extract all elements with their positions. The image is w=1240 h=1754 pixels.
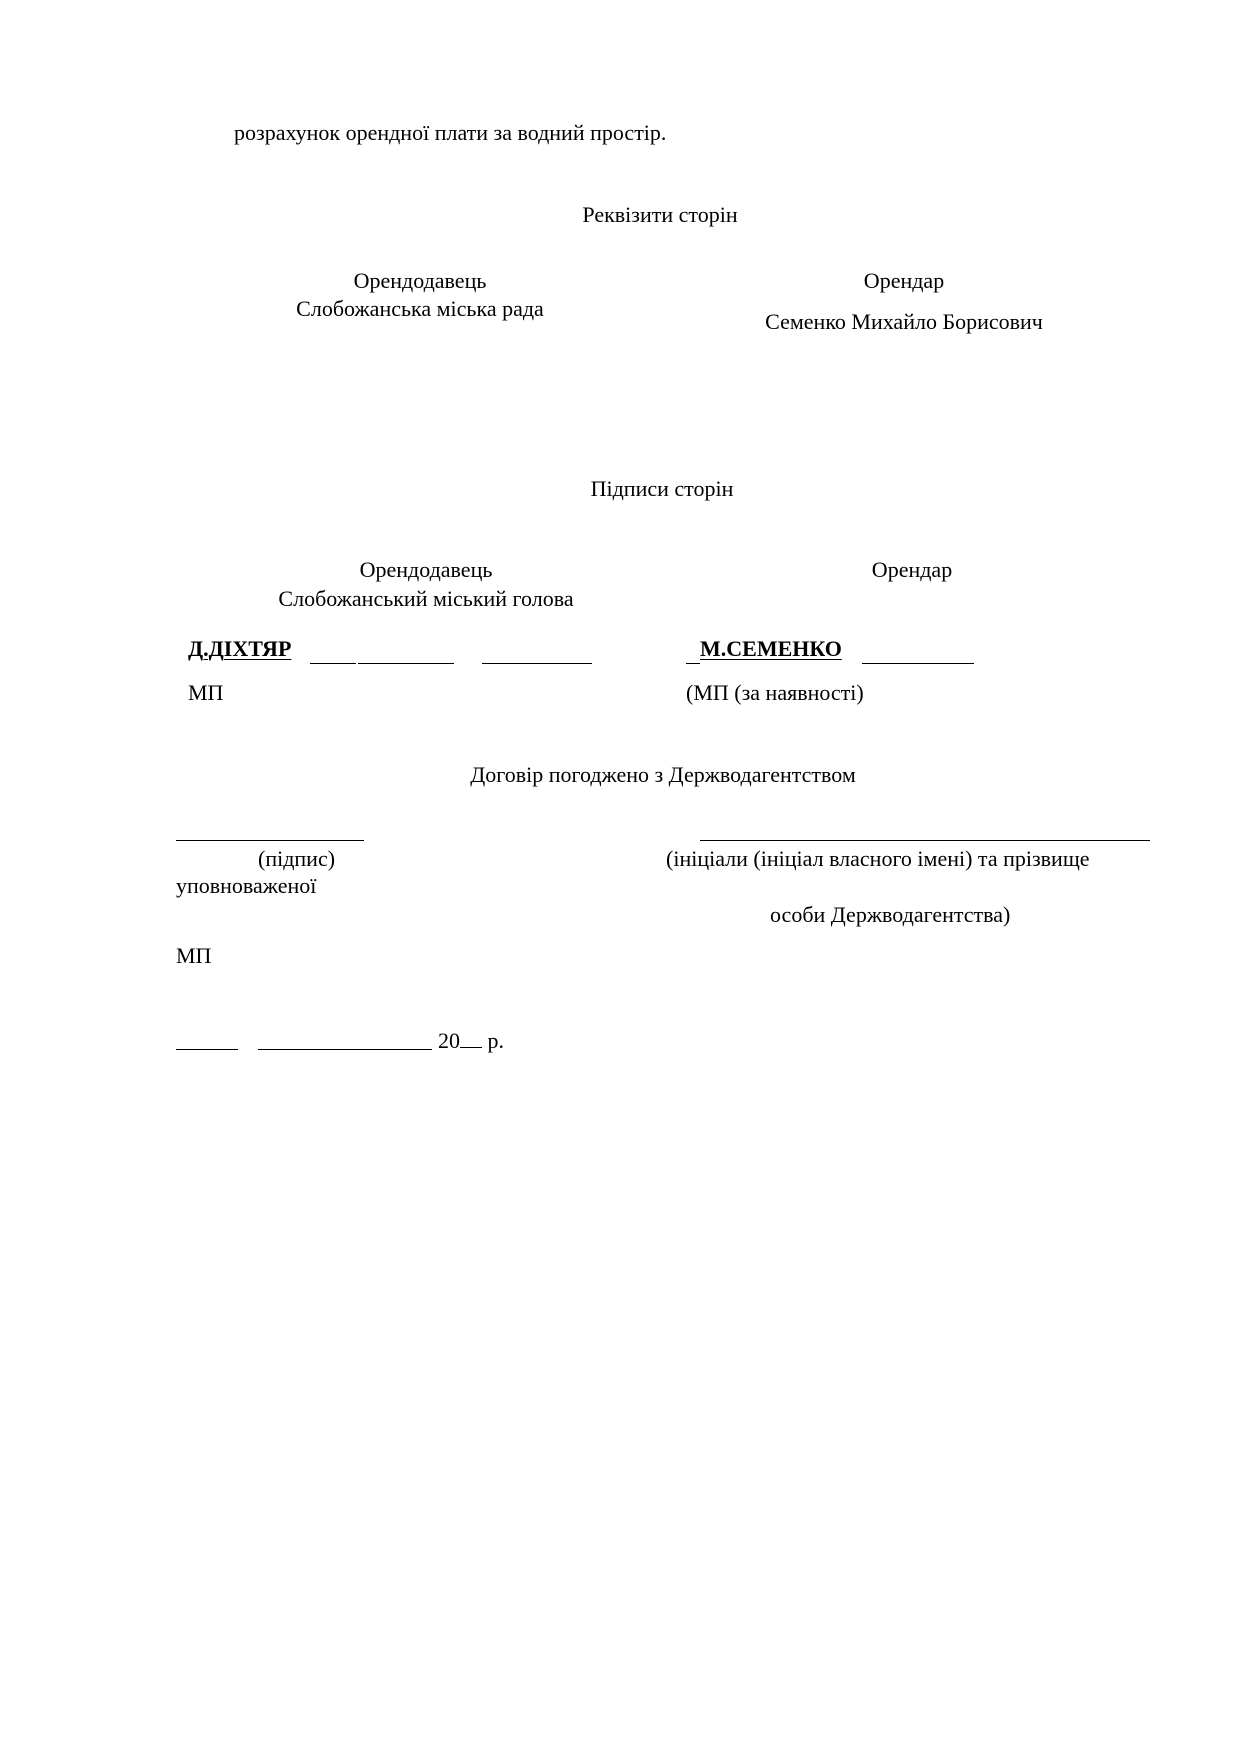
requisites-lessor-label: Орендодавець [353, 268, 487, 293]
date-suffix: р. [487, 1028, 504, 1053]
date-year-prefix: 20 [438, 1028, 460, 1053]
date-day-blank [176, 1049, 238, 1050]
date-year [438, 1030, 504, 1052]
lessor-sign-blank [482, 663, 592, 664]
lessee-signature-blank [902, 663, 974, 664]
signatures-heading: Підписи сторін [590, 476, 734, 501]
date-month-blank [258, 1049, 432, 1050]
signatures-lessor-position: Слобожанський міський голова [278, 586, 574, 611]
agency-name-caption-line1: (ініціали (ініціал власного імені) та прізвище [666, 846, 1090, 871]
requisites-lessee-label: Орендар [863, 268, 945, 293]
agency-signature-blank [176, 840, 364, 841]
lessee-signature-underline-tail [862, 663, 902, 664]
agreement-heading: Договір погоджено з Держводагентством [470, 762, 856, 787]
requisites-heading: Реквізити сторін [582, 202, 738, 227]
date-year-blank [460, 1046, 482, 1048]
lessee-signature-name: М.СЕМЕНКО [700, 636, 842, 661]
lessor-signature-underline-tail [310, 663, 356, 664]
signatures-lessor-label: Орендодавець [359, 557, 493, 582]
agency-stamp: МП [176, 943, 212, 968]
lessor-signature-blank [358, 663, 454, 664]
lessee-stamp: (МП (за наявності) [686, 680, 864, 705]
requisites-lessor-name: Слобожанська міська рада [296, 296, 544, 321]
requisites-lessee-name: Семенко Михайло Борисович [765, 309, 1043, 334]
lessee-signature-lead [686, 663, 700, 664]
agency-signature-caption: (підпис) [258, 846, 336, 871]
agency-caption-wrap: уповноваженої [176, 873, 317, 898]
agency-name-blank [700, 840, 1150, 841]
intro-line: розрахунок орендної плати за водний простір. [234, 120, 667, 145]
agency-name-caption-line2: особи Держводагентства) [770, 902, 1011, 927]
lessor-signature-name: Д.ДІХТЯР [188, 636, 292, 661]
signatures-lessee-label: Орендар [871, 557, 953, 582]
lessor-stamp: МП [188, 680, 224, 705]
